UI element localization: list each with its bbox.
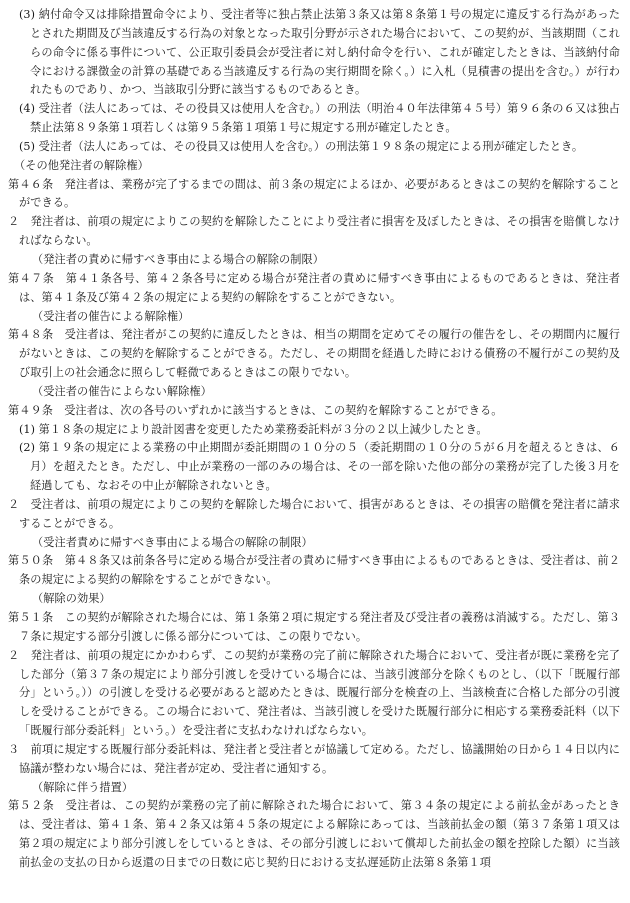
caption-article-51: （解除の効果）	[32, 592, 111, 606]
clause-item-3: (3) 納付命令又は排除措置命令により、受注者等に独占禁止法第３条又は第８条第１号の規定に違反する行為があったとされた期間及び当該違反する行為の対象となった取引分野が示された場合において、この契約が、当該期間（これらの命令に係る事件について、公正取引委員会が受注者に対し納付命令を行い、これが確定したときは、当該納付命令における課徴金の計算の基礎である当該違反する行為の実行期間を除く。）に入札（見積書の提出を含む。）が行われたものであり、かつ、当該取引分野に該当するものであるとき。	[19, 8, 620, 97]
article-48: 第４８条 受注者は、発注者がこの契約に違反したときは、相当の期間を定めてその履行の催告をし、その期間内に履行がないときは、この契約を解除することができる。ただし、その期間を経過した時における債務の不履行がこの契約及び取引上の社会通念に照らして軽微であるときはこの限りでない。	[8, 328, 620, 380]
article-49-para-2: ２ 受注者は、前項の規定によりこの契約を解除した場合において、損害があるときは、その損害の賠償を発注者に請求することができる。	[8, 497, 620, 530]
clause-item-4: (4) 受注者（法人にあっては、その役員又は使用人を含む。）の刑法（明治４０年法律第４５号）第９６条の６又は独占禁止法第８９条第１項若しくは第９５条第１項第１号に規定する刑が確定したとき。	[19, 102, 620, 135]
article-46: 第４６条 発注者は、業務が完了するまでの間は、前３条の規定によるほか、必要があるときはこの契約を解除することができる。	[8, 177, 620, 210]
caption-article-48: （受注者の催告による解除権）	[32, 309, 190, 323]
article-50: 第５０条 第４８条又は前条各号に定める場合が受注者の責めに帰すべき事由によるものであるときは、受注者は、前２条の規定による契約の解除をすることができない。	[8, 554, 620, 587]
article-51-para-3: ３ 前項に規定する既履行部分委託料は、発注者と受注者とが協議して定める。ただし、協議開始の日から１４日以内に協議が整わない場合には、発注者が定め、受注者に通知する。	[8, 742, 620, 775]
article-51: 第５１条 この契約が解除された場合には、第１条第２項に規定する発注者及び受注者の義務は消滅する。ただし、第３７条に規定する部分引渡しに係る部分については、この限りでない。	[8, 611, 620, 643]
clause-item-5: (5) 受注者（法人にあっては、その役員又は使用人を含む。）の刑法第１９８条の規定による刑が確定したとき。	[19, 139, 584, 153]
article-51-para-2: ２ 発注者は、前項の規定にかかわらず、この契約が業務の完了前に解除された場合において、受注者が既に業務を完了した部分（第３７条の規定により部分引渡しを受けている場合には、当該引渡部分を除くものとし、（以下「既履行部分」という。））の引渡しを受ける必要があると認めたときは、既履行部分を検査の上、当該検査に合格した部分の引渡しを受けることができる。この場合において、発注者は、当該引渡しを受けた既履行部分に相応する業務委託料（以下「既履行部分委託料」という。）を受注者に支払わなければならない。	[8, 648, 620, 738]
caption-article-50: （受注者責めに帰すべき事由による場合の解除の制限）	[32, 535, 313, 549]
article-49: 第４９条 受注者は、次の各号のいずれかに該当するときは、この契約を解除することができる。	[8, 403, 503, 417]
caption-article-52: （解除に伴う措置）	[32, 780, 134, 794]
article-52: 第５２条 受注者は、この契約が業務の完了前に解除された場合において、第３４条の規定による前払金があったときは、受注者は、第４１条、第４２条又は第４５条の規定による解除にあっては、当該前払金の額（第３７条第１項又は第２項の規定により部分引渡しをしているときは、その部分引渡しにおいて償却した前払金の額を控除した額）に当該前払金の支払の日から返還の日までの日数に応じ契約日における支払遅延防止法第８条第１項	[8, 799, 620, 869]
article-46-para-2: ２ 発注者は、前項の規定によりこの契約を解除したことにより受注者に損害を及ぼしたときは、その損害を賠償しなければならない。	[8, 215, 620, 248]
caption-article-47: （発注者の責めに帰すべき事由による場合の解除の制限）	[32, 252, 324, 266]
caption-other-client-termination: （その他発注者の解除権）	[14, 158, 149, 172]
article-49-item-2: (2) 第１９条の規定による業務の中止期間が委託期間の１０分の５（委託期間の１０分の５が６月を超えるときは、６月）を超えたとき。ただし、中止が業務の一部のみの場合は、その一部を除いた他の部分の業務が完了した後３月を経過しても、なおその中止が解除されないとき。	[19, 441, 620, 493]
article-47: 第４７条 第４１条各号、第４２条各号に定める場合が発注者の責めに帰すべき事由によるものであるときは、発注者は、第４１条及び第４２条の規定による契約の解除をすることができない。	[8, 271, 620, 304]
article-49-item-1: (1) 第１８条の規定により設計図書を変更したため業務委託料が３分の２以上減少したとき。	[19, 422, 488, 436]
caption-article-49: （受注者の催告によらない解除権）	[32, 384, 212, 398]
